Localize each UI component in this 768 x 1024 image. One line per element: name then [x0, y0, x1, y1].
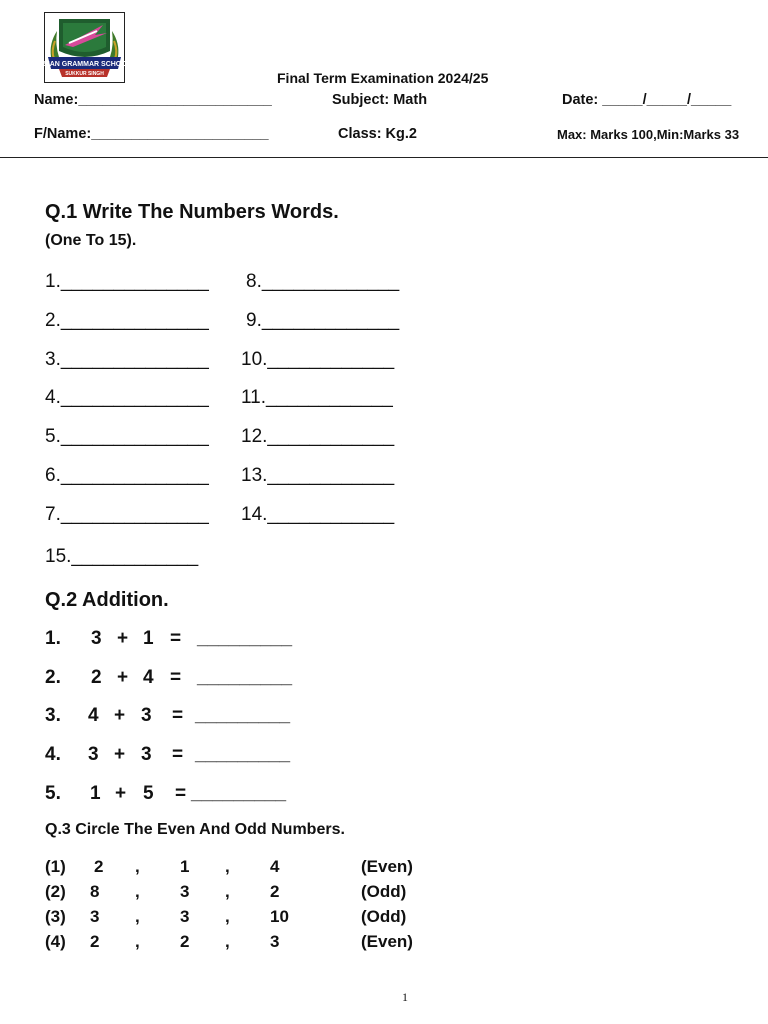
class-label: Class: Kg.2: [338, 126, 417, 142]
addend-b: 4: [143, 667, 154, 688]
item-number: (4): [45, 932, 66, 951]
addend-b: 5: [143, 783, 154, 804]
number-option[interactable]: 3: [270, 932, 280, 951]
addition-number: 5.: [45, 783, 61, 804]
number-word-blank[interactable]: 1.______________: [45, 271, 209, 292]
logo-text-sub: SUKKUR SINGH: [65, 71, 104, 77]
comma: ,: [135, 857, 140, 876]
equals-sign: =: [170, 667, 182, 688]
addition-number: 2.: [45, 667, 61, 688]
comma: ,: [225, 857, 230, 876]
addend-a: 1: [90, 783, 101, 804]
even-odd-label: (Even): [361, 932, 413, 951]
comma: ,: [225, 907, 230, 926]
date-field[interactable]: Date: _____/_____/_____: [562, 92, 732, 108]
addend-a: 2: [91, 667, 102, 688]
answer-blank[interactable]: _________: [197, 628, 293, 649]
school-crest-icon: [38, 13, 131, 82]
q1-subtitle: (One To 15).: [45, 232, 137, 249]
page-number: 1: [402, 990, 408, 1004]
even-odd-label: (Odd): [361, 882, 407, 901]
number-word-blank[interactable]: 6.______________: [45, 465, 209, 486]
answer-blank[interactable]: _________: [191, 783, 287, 804]
number-word-blank[interactable]: 14.____________: [241, 504, 395, 525]
equals-sign: =: [172, 744, 184, 765]
comma: ,: [135, 932, 140, 951]
addition-number: 1.: [45, 628, 61, 649]
number-option[interactable]: 2: [90, 932, 100, 951]
number-word-blank[interactable]: 4.______________: [45, 387, 209, 408]
addition-number: 3.: [45, 705, 61, 726]
number-option[interactable]: 1: [180, 857, 190, 876]
addend-b: 1: [143, 628, 154, 649]
number-option[interactable]: 2: [94, 857, 104, 876]
number-word-blank[interactable]: 9._____________: [246, 310, 400, 331]
plus-sign: +: [115, 783, 127, 804]
item-number: (3): [45, 907, 66, 926]
q3-title: Q.3 Circle The Even And Odd Numbers.: [45, 821, 345, 838]
even-odd-label: (Odd): [361, 907, 407, 926]
number-word-blank[interactable]: 10.____________: [241, 349, 395, 370]
addend-b: 3: [141, 744, 152, 765]
number-word-blank[interactable]: 5.______________: [45, 426, 209, 447]
number-option[interactable]: 2: [180, 932, 190, 951]
logo-text-main: ASIAN GRAMMAR SCHOOL: [38, 61, 131, 68]
number-option[interactable]: 10: [270, 907, 289, 926]
plus-sign: +: [114, 744, 126, 765]
q1-title: Q.1 Write The Numbers Words.: [45, 201, 339, 223]
number-option[interactable]: 3: [180, 907, 190, 926]
number-option[interactable]: 2: [270, 882, 280, 901]
number-option[interactable]: 3: [180, 882, 190, 901]
number-option[interactable]: 8: [90, 882, 100, 901]
item-number: (1): [45, 857, 66, 876]
comma: ,: [135, 882, 140, 901]
addend-a: 4: [88, 705, 99, 726]
exam-title: Final Term Examination 2024/25: [277, 70, 489, 86]
number-word-blank[interactable]: 15.____________: [45, 546, 199, 567]
header-divider: [0, 157, 768, 158]
school-logo: [38, 12, 131, 83]
plus-sign: +: [117, 667, 129, 688]
equals-sign: =: [172, 705, 184, 726]
number-word-blank[interactable]: 3.______________: [45, 349, 209, 370]
equals-sign: =: [175, 783, 187, 804]
item-number: (2): [45, 882, 66, 901]
addition-number: 4.: [45, 744, 61, 765]
answer-blank[interactable]: _________: [197, 667, 293, 688]
father-name-field[interactable]: F/Name:______________________: [34, 126, 269, 142]
number-word-blank[interactable]: 12.____________: [241, 426, 395, 447]
marks-label: Max: Marks 100,Min:Marks 33: [557, 127, 740, 142]
subject-label: Subject: Math: [332, 92, 428, 108]
comma: ,: [135, 907, 140, 926]
answer-blank[interactable]: _________: [195, 744, 291, 765]
plus-sign: +: [114, 705, 126, 726]
number-option[interactable]: 4: [270, 857, 280, 876]
addend-a: 3: [88, 744, 99, 765]
answer-blank[interactable]: _________: [195, 705, 291, 726]
addend-b: 3: [141, 705, 152, 726]
comma: ,: [225, 882, 230, 901]
comma: ,: [225, 932, 230, 951]
plus-sign: +: [117, 628, 129, 649]
addend-a: 3: [91, 628, 102, 649]
number-word-blank[interactable]: 7.______________: [45, 504, 209, 525]
number-word-blank[interactable]: 11.____________: [241, 387, 393, 408]
equals-sign: =: [170, 628, 182, 649]
number-option[interactable]: 3: [90, 907, 100, 926]
number-word-blank[interactable]: 13.____________: [241, 465, 395, 486]
q2-title: Q.2 Addition.: [45, 589, 169, 611]
even-odd-label: (Even): [361, 857, 413, 876]
name-field[interactable]: Name:________________________: [34, 92, 272, 108]
number-word-blank[interactable]: 2.______________: [45, 310, 209, 331]
number-word-blank[interactable]: 8._____________: [246, 271, 400, 292]
